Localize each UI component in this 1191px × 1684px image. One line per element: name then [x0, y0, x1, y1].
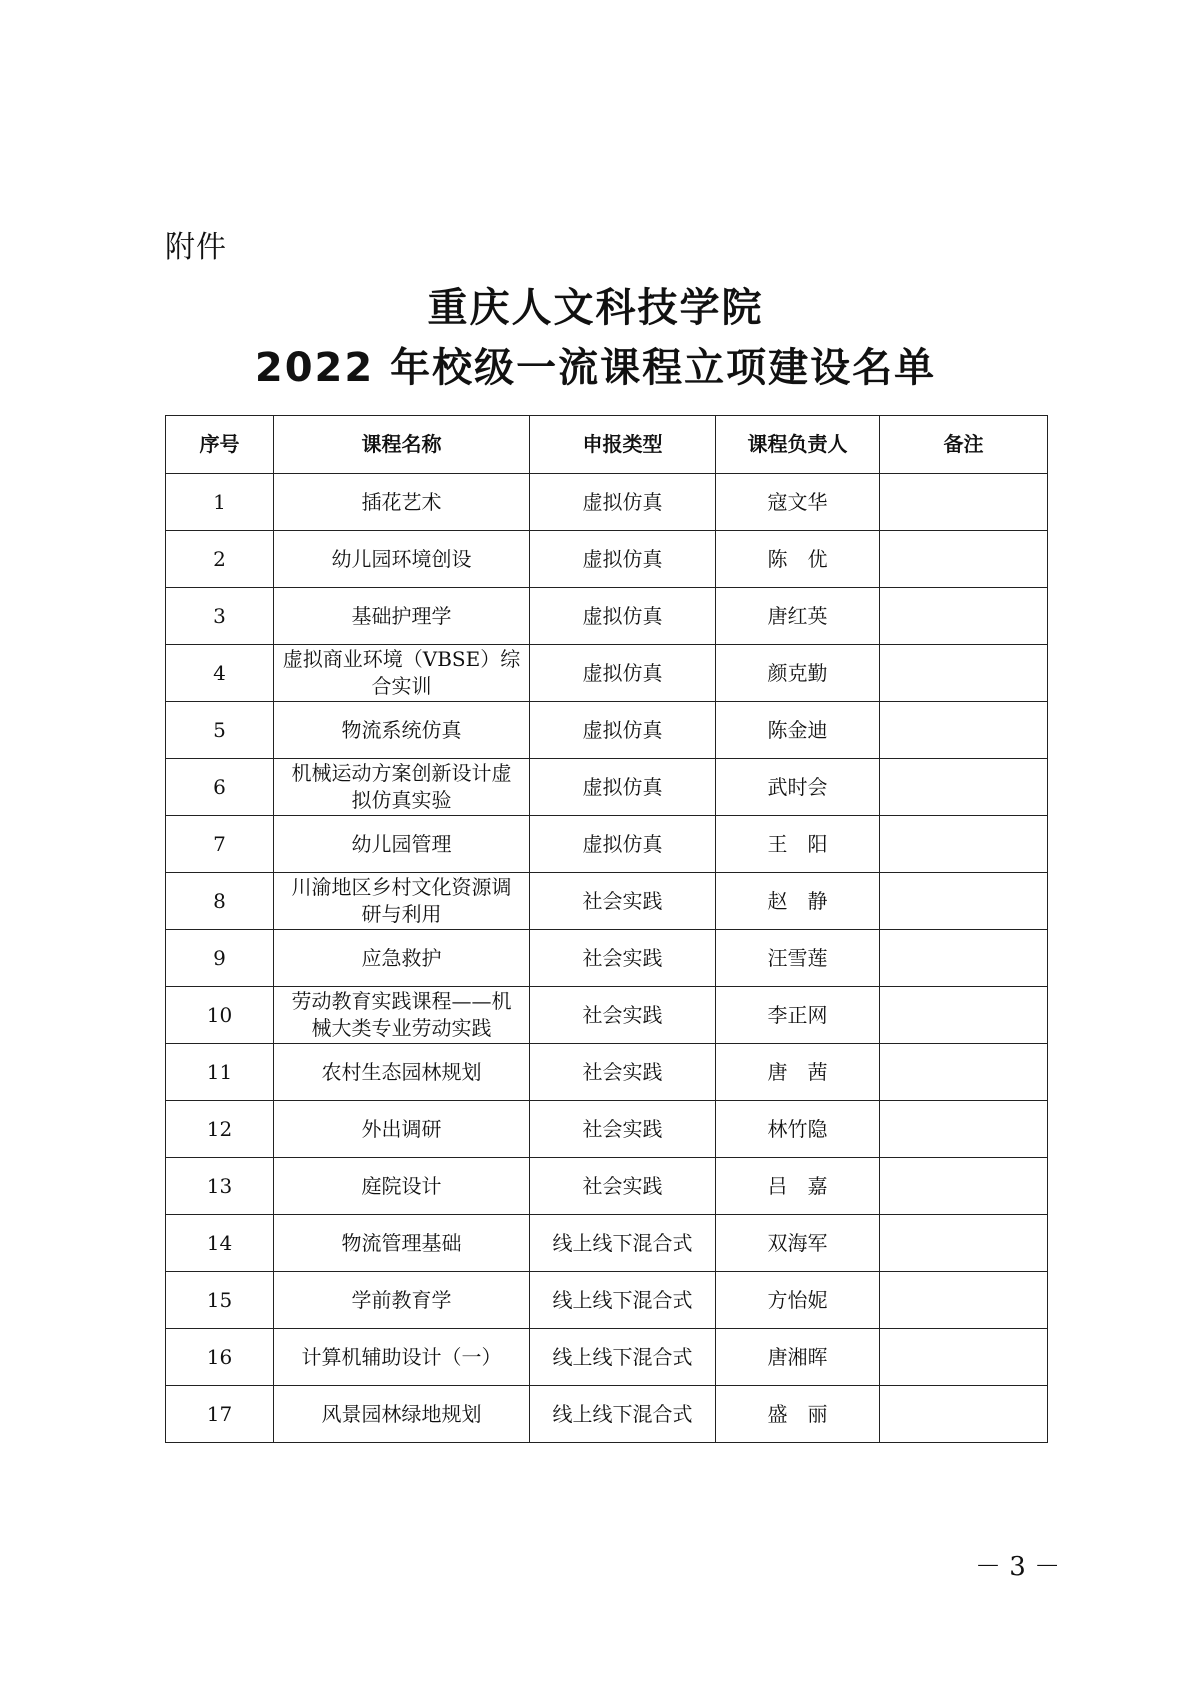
- cell-course-owner: 武时会: [716, 759, 880, 816]
- cell-course-name: 幼儿园环境创设: [274, 531, 530, 588]
- cell-course-name: 庭院设计: [274, 1158, 530, 1215]
- cell-seq: 10: [166, 987, 274, 1044]
- cell-course-name: 基础护理学: [274, 588, 530, 645]
- cell-course-owner: 颜克勤: [716, 645, 880, 702]
- cell-note: [880, 1272, 1048, 1329]
- cell-application-type: 线上线下混合式: [530, 1272, 716, 1329]
- cell-course-name: 学前教育学: [274, 1272, 530, 1329]
- cell-note: [880, 702, 1048, 759]
- cell-course-name: 虚拟商业环境（VBSE）综合实训: [274, 645, 530, 702]
- cell-seq: 5: [166, 702, 274, 759]
- cell-application-type: 虚拟仿真: [530, 588, 716, 645]
- cell-note: [880, 930, 1048, 987]
- attachment-label: 附件: [165, 230, 227, 265]
- cell-application-type: 线上线下混合式: [530, 1329, 716, 1386]
- cell-application-type: 社会实践: [530, 930, 716, 987]
- cell-course-owner: 林竹隐: [716, 1101, 880, 1158]
- cell-application-type: 社会实践: [530, 987, 716, 1044]
- cell-course-name: 川渝地区乡村文化资源调研与利用: [274, 873, 530, 930]
- table-row: [166, 930, 1048, 987]
- cell-course-name: 幼儿园管理: [274, 816, 530, 873]
- cell-seq: 15: [166, 1272, 274, 1329]
- cell-course-owner: 盛 丽: [716, 1386, 880, 1443]
- cell-note: [880, 531, 1048, 588]
- cell-note: [880, 588, 1048, 645]
- cell-course-name: 劳动教育实践课程——机械大类专业劳动实践: [274, 987, 530, 1044]
- table-row: [166, 531, 1048, 588]
- cell-course-name: 应急救护: [274, 930, 530, 987]
- cell-note: [880, 1158, 1048, 1215]
- cell-course-owner: 唐 茜: [716, 1044, 880, 1101]
- cell-note: [880, 1101, 1048, 1158]
- cell-course-owner: 陈金迪: [716, 702, 880, 759]
- cell-seq: 7: [166, 816, 274, 873]
- cell-seq: 4: [166, 645, 274, 702]
- cell-note: [880, 474, 1048, 531]
- cell-seq: 11: [166, 1044, 274, 1101]
- table-row: [166, 987, 1048, 1044]
- course-list-table: [165, 415, 1048, 1443]
- cell-seq: 2: [166, 531, 274, 588]
- cell-course-owner: 双海军: [716, 1215, 880, 1272]
- cell-seq: 16: [166, 1329, 274, 1386]
- cell-note: [880, 759, 1048, 816]
- cell-course-owner: 寇文华: [716, 474, 880, 531]
- cell-application-type: 线上线下混合式: [530, 1215, 716, 1272]
- table-header-row: [166, 416, 1048, 474]
- cell-note: [880, 873, 1048, 930]
- cell-application-type: 虚拟仿真: [530, 702, 716, 759]
- header-application-type: 申报类型: [530, 416, 716, 474]
- table-row: [166, 1044, 1048, 1101]
- cell-course-owner: 吕 嘉: [716, 1158, 880, 1215]
- cell-seq: 9: [166, 930, 274, 987]
- cell-note: [880, 1215, 1048, 1272]
- cell-application-type: 社会实践: [530, 1101, 716, 1158]
- cell-seq: 6: [166, 759, 274, 816]
- cell-course-name: 计算机辅助设计（一）: [274, 1329, 530, 1386]
- table-row: [166, 1215, 1048, 1272]
- table-row: [166, 474, 1048, 531]
- cell-course-name: 机械运动方案创新设计虚拟仿真实验: [274, 759, 530, 816]
- table-row: [166, 1101, 1048, 1158]
- cell-course-name: 农村生态园林规划: [274, 1044, 530, 1101]
- cell-application-type: 社会实践: [530, 873, 716, 930]
- cell-course-name: 外出调研: [274, 1101, 530, 1158]
- cell-application-type: 虚拟仿真: [530, 531, 716, 588]
- cell-note: [880, 1044, 1048, 1101]
- cell-course-owner: 赵 静: [716, 873, 880, 930]
- cell-note: [880, 1329, 1048, 1386]
- cell-seq: 1: [166, 474, 274, 531]
- document-title-school: 重庆人文科技学院: [427, 285, 764, 331]
- cell-course-owner: 李正网: [716, 987, 880, 1044]
- cell-note: [880, 987, 1048, 1044]
- table-row: [166, 1272, 1048, 1329]
- header-course-owner: 课程负责人: [716, 416, 880, 474]
- table-row: [166, 1329, 1048, 1386]
- cell-course-owner: 唐湘晖: [716, 1329, 880, 1386]
- cell-application-type: 社会实践: [530, 1158, 716, 1215]
- cell-course-name: 物流管理基础: [274, 1215, 530, 1272]
- cell-seq: 8: [166, 873, 274, 930]
- cell-course-owner: 方怡妮: [716, 1272, 880, 1329]
- cell-application-type: 社会实践: [530, 1044, 716, 1101]
- cell-seq: 3: [166, 588, 274, 645]
- cell-note: [880, 1386, 1048, 1443]
- cell-application-type: 虚拟仿真: [530, 645, 716, 702]
- table-row: [166, 645, 1048, 702]
- cell-course-owner: 唐红英: [716, 588, 880, 645]
- table-row: [166, 1386, 1048, 1443]
- document-title-list: 2022 年校级一流课程立项建设名单: [254, 345, 937, 391]
- header-note: 备注: [880, 416, 1048, 474]
- cell-note: [880, 816, 1048, 873]
- cell-seq: 13: [166, 1158, 274, 1215]
- cell-note: [880, 645, 1048, 702]
- cell-application-type: 线上线下混合式: [530, 1386, 716, 1443]
- cell-course-owner: 王 阳: [716, 816, 880, 873]
- table-row: [166, 873, 1048, 930]
- table-row: [166, 588, 1048, 645]
- page-number: － 3 －: [975, 1552, 1061, 1582]
- cell-course-owner: 汪雪莲: [716, 930, 880, 987]
- cell-course-name: 风景园林绿地规划: [274, 1386, 530, 1443]
- cell-seq: 14: [166, 1215, 274, 1272]
- table-row: [166, 1158, 1048, 1215]
- cell-application-type: 虚拟仿真: [530, 816, 716, 873]
- cell-course-owner: 陈 优: [716, 531, 880, 588]
- cell-seq: 12: [166, 1101, 274, 1158]
- table-row: [166, 816, 1048, 873]
- table-row: [166, 702, 1048, 759]
- cell-application-type: 虚拟仿真: [530, 759, 716, 816]
- header-seq: 序号: [166, 416, 274, 474]
- header-course-name: 课程名称: [274, 416, 530, 474]
- cell-seq: 17: [166, 1386, 274, 1443]
- cell-application-type: 虚拟仿真: [530, 474, 716, 531]
- table-row: [166, 759, 1048, 816]
- cell-course-name: 物流系统仿真: [274, 702, 530, 759]
- cell-course-name: 插花艺术: [274, 474, 530, 531]
